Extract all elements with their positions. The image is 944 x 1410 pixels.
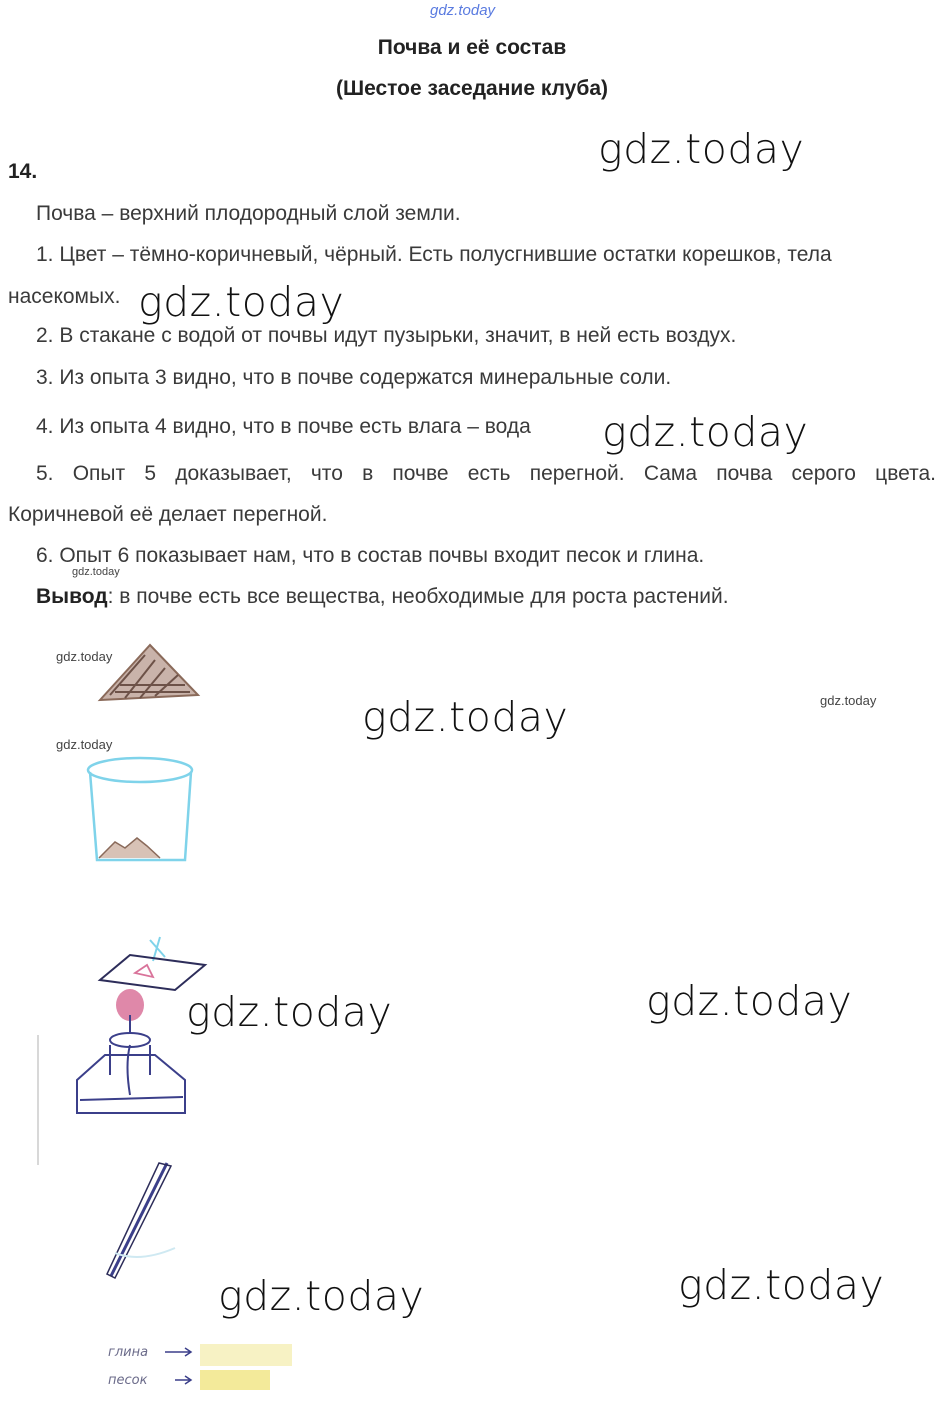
page-subtitle: (Шестое заседание клуба) (336, 77, 608, 100)
watermark-text: gdz.today (598, 125, 805, 173)
paragraph-4: 4. Из опыта 4 видно, что в почве есть влага – вода (36, 415, 531, 438)
watermark-text: gdz.today (186, 988, 393, 1036)
watermark-top: gdz.today (430, 2, 496, 19)
watermark-small: gdz.today (72, 566, 120, 578)
watermark-text: gdz.today (678, 1261, 885, 1309)
conclusion-text: : в почве есть все вещества, необходимые для роста растений. (107, 585, 729, 608)
watermark-small: gdz.today (56, 737, 113, 752)
watermark-small: gdz.today (820, 693, 877, 708)
watermark-text: gdz.today (646, 977, 853, 1025)
watermark-small: gdz.today (56, 649, 113, 664)
sand-label: песок (108, 1373, 148, 1388)
watermark-text: gdz.today (138, 278, 345, 326)
page-title: Почва и её состав (377, 36, 567, 59)
heating-experiment-drawing (35, 935, 205, 1165)
paragraph-6: 6. Опыт 6 показывает нам, что в состав почвы входит песок и глина. (36, 544, 705, 567)
paragraph-5-line-1: 5. Опыт 5 доказывает, что в почве есть перегной. Сама почва серого цвета. (36, 462, 936, 485)
conclusion-label: Вывод (36, 585, 108, 608)
paragraph-3: 3. Из опыта 3 видно, что в почве содержатся минеральные соли. (36, 366, 672, 389)
watermark-text: gdz.today (602, 408, 809, 456)
soil-pile-drawing (90, 640, 210, 710)
watermark-text: gdz.today (218, 1272, 425, 1320)
glass-with-soil-drawing (85, 750, 200, 870)
soil-layers-drawing (160, 1340, 300, 1395)
stick-in-glass-drawing (95, 1158, 185, 1283)
task-number: 14. (8, 160, 38, 183)
conclusion-line (36, 585, 729, 609)
clay-label: глина (108, 1345, 149, 1360)
paragraph-1-line-2: насекомых. (8, 285, 121, 308)
paragraph-5-line-2: Коричневой её делает перегной. (8, 503, 328, 526)
paragraph-1-line-1: 1. Цвет – тёмно-коричневый, чёрный. Есть полусгнившие остатки корешков, тела (36, 243, 832, 266)
watermark-text: gdz.today (362, 693, 569, 741)
paragraph-2: 2. В стакане с водой от почвы идут пузырьки, значит, в ней есть воздух. (36, 324, 737, 347)
definition-line: Почва – верхний плодородный слой земли. (36, 202, 461, 225)
